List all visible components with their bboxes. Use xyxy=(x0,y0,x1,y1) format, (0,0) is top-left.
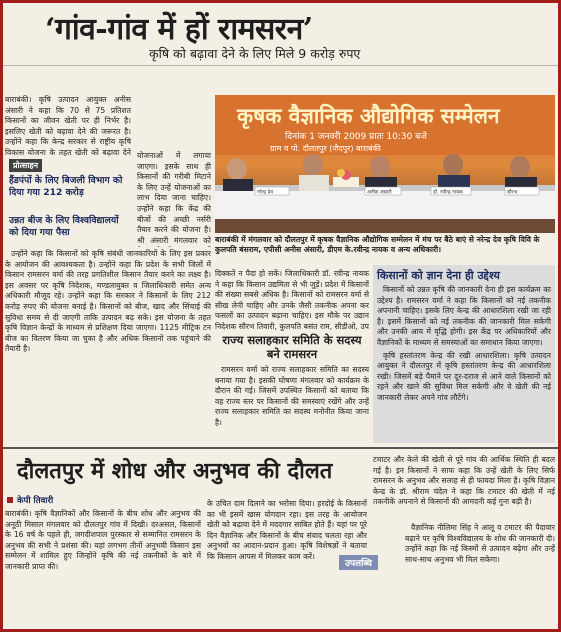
box-story-body xyxy=(377,285,551,441)
story2-byline: केपी तिवारी xyxy=(17,496,54,506)
story1-column-2-text: दिक्कतें न पैदा हो सकें। जिलाधिकारी डॉ. रवीन्द्र नायक ने कहा कि किसान उद्यमिता से भी जुड़ें। प्रदेश में किसानों की संख्या सबसे अधिक है। किसानों को रामसरन वर्मा से सीख लेनी चाहिए और उनके जैसी तकनीक अपना कर फसलों का उत्पादन बढ़ाना चाहिए। इस मौके पर उद्यान निदेशक सौरभ तिवारी, कुलपति बसंत राम, सीडीओ, उप xyxy=(215,269,369,331)
achievement-tag: उपलब्धि xyxy=(339,555,378,570)
story1-column-1-top xyxy=(5,95,131,159)
sidebar-headline-seeds: उन्नत बीज के लिए विश्वविद्यालयों को दिया गया पैसा xyxy=(9,215,119,238)
name-card-3: डॉ. रवीन्द्र नायक xyxy=(433,189,463,196)
banner-text: कृषक वैज्ञानिक औद्योगिक सम्मेलन xyxy=(237,103,500,128)
story1-body-text: उन्होंने कहा कि किसानों को कृषि संबंधी जानकारियों के लिए इस प्रकार के आयोजन की आवश्यकता है। उन्होंने कहा कि प्रदेश के सभी जिलों में किसान रामसरन वर्मा की तरह प्रगतिशील किसान तैयार करने का लक्ष्य है। इस अवसर पर कृषि निदेशक, मण्डलायुक्त व जिलाधिकारी समेत अन्य अधिकारी मौजूद रहे। उन्होंने कहा कि सरकार ने किसानों के लिए 212 करोड़ रुपए की योजना बनाई है। किसानों को बीज, खाद और सिंचाई की सुविधा समय से दी जाएगी ताकि उत्पादन बढ़ सके। इस योजना के तहत कृषि विज्ञान केन्द्रों के माध्यम से प्रशिक्षण दिया जाएगा। 1125 मीट्रिक टन बीज का वितरण किया जा चुका है और अधिक किसानों तक पहुंचाने की तैयारी है। xyxy=(5,249,211,354)
event-photo xyxy=(215,95,555,233)
headline-divider xyxy=(3,65,558,66)
story2-column-3 xyxy=(373,455,555,521)
story1-column-1b xyxy=(137,151,211,247)
story1-headline: ‘गांव-गांव में हों रामसरन’ xyxy=(45,12,313,47)
story1-column-2 xyxy=(215,269,369,331)
name-card-2: अनीस अंसारी xyxy=(367,189,392,196)
banner-date: दिनांक 1 जनवरी 2009 प्रातः 10:30 बजे xyxy=(285,132,427,142)
story1-subhead: कृषि को बढ़ावा देने के लिए मिले 9 करोड़ रुपए xyxy=(149,46,361,61)
name-card-1: नरेन्द्र देव xyxy=(257,189,274,196)
story1-column-2b-text: रामसरन वर्मा को राज्य सलाहकार समिति का सदस्य बनाया गया है। इसकी घोषणा मंगलवार को कार्यक्रम के दौरान की गई। जिसमें उपस्थित किसानों को बताया कि वह राज्य स्तर पर किसानों की समस्याएं रखेंगे और उन्हें राज्य सलाहकार समिति का सदस्य मनोनीत किया जाना है। xyxy=(215,365,369,427)
story2-column-3-text: टमाटर और केले की खेती से पूरे गांव की आर्थिक स्थिति ही बदल गई है। इन किसानों ने साफ कहा कि उन्हें खेती के लिए सिर्फ रामसरन के अनुभव और सलाह से ही फायदा मिला है। कृषि विज्ञान केन्द्र के डॉ. श्रीराम चंदेल ने कहा कि टमाटर की खेती में नई तकनीकें अपनाने से किसानों की आमदनी कई गुना बढ़ी है। xyxy=(373,455,555,507)
story1-subsection-heading xyxy=(217,333,367,361)
story1-column-1c xyxy=(5,249,211,445)
story2-column-3b xyxy=(405,523,555,627)
sidebar-tag: प्रोत्साहन xyxy=(9,159,42,172)
story1-continuation-text: योजनाओं में लगाया जाएगा। इसके साथ ही किसानों की गरीबी मिटाने के लिए उन्हें योजनाओं का लाभ दिया जाना चाहिए। उन्होंने कहा कि केंद्र की बीजों की अच्छी नर्सरी तैयार करने की योजना है। श्री अंसारी मंगलवार को xyxy=(137,151,211,245)
banner-venue: ग्राम व पो. दौलतपुर (जैदपुर) बाराबंकी xyxy=(270,144,381,153)
box-story-text-2: कृषि हस्तांतरण केन्द्र की रखी आधारशिला। कृषि उत्पादन आयुक्त ने दौलतपुर में कृषि हस्तांतरण केन्द्र की आधारशिला रखी। जिसमें बड़े पैमाने पर दूर-दराज से आने वाले किसानों को रहने और खाने की सुविधा मिल सकेगी और वे खेती की नई जानकारी लेकर अपने गांव लौटेंगे। xyxy=(377,350,551,402)
section-divider xyxy=(3,447,558,449)
story2-column-1 xyxy=(5,509,201,627)
box-story-text-1: किसानों को उन्नत कृषि की जानकारी देना ही इस कार्यक्रम का उद्देश्य है। रामसरन वर्मा ने कहा कि किसानों को नई तकनीक अपनानी चाहिए। इसके लिए केन्द्र की आधारशिला रखी जा रही है। इसमें किसानों को नई तकनीक की जानकारी मिल सकेगी और उनकी आय में वृद्धि होगी। इस केंद्र पर अधिकारियों और वैज्ञानिकों के माध्यम से समस्याओं का समाधान किया जाएगा। xyxy=(377,285,551,347)
story1-lead-paragraph: बाराबंकी। कृषि उत्पादन आयुक्त अनीस अंसारी ने कहा कि 70 से 75 प्रतिशत किसानों का जीवन खेती पर ही निर्भर है। इसलिए खेती को बढ़ावा देने की जरूरत है। उन्होंने कहा कि केन्द्र सरकार से राष्ट्रीय कृषि विकास योजना के तहत खेती को बढ़ावा देने xyxy=(5,95,131,157)
story2-column-3b-text: वैज्ञानिक नीलिमा सिंह ने आलू व टमाटर की पैदावार बढ़ाने पर कृषि विश्वविद्यालय के शोध की जानकारी दी। उन्होंने कहा कि नई किस्मों से उत्पादन बढ़ेगा और उन्हें साथ-साथ अनुभव भी मिल सकेगा। xyxy=(405,523,555,564)
sidebar-headline-power: हैंडपंपों के लिए बिजली विभाग को दिया गया 212 करोड़ xyxy=(9,175,123,198)
subsection-heading-text: राज्य सलाहकार समिति के सदस्य बने रामसरन xyxy=(222,333,362,361)
story2-headline: दौलतपुर में शोध और अनुभव की दौलत xyxy=(17,459,333,484)
story2-column-1-text: बाराबंकी। कृषि वैज्ञानिकों और किसानों के बीच शोध और अनुभव की अनूठी मिसाल मंगलवार को दौलतपुर गांव में दिखी। दरअसल, किसानों के 16 वर्ष के पहले ही, जगदीशपाल पुरस्कार से सम्मानित रामसरन के अनुभव की सभी ने प्रशंसा की। यहां लगभग तीनों अनुभवी किसान इस सम्मेलन में शामिल हुए जिन्होंने कृषि की नई तकनीकों के बारे में जानकारी प्राप्त की। xyxy=(5,509,201,571)
story1-column-2b xyxy=(215,365,369,445)
byline-marker xyxy=(7,497,13,503)
event-photo-image xyxy=(215,95,555,233)
story2-column-2-text: के उचित दाम दिलाने का भरोसा दिया। हरदोई के किसानों का भी इसमें खास योगदान रहा। इस तरह के आयोजन खेती को बढ़ावा देने में मददगार साबित होते हैं। यहां पर पूरे दिन वैज्ञानिक और किसानों के बीच संवाद चलता रहा और अनुभवों का आदान-प्रदान हुआ। कृषि विशेषज्ञों ने बताया कि किसान आपस में मिलकर काम करें। xyxy=(207,499,367,561)
name-card-4: सौरभ xyxy=(507,189,518,196)
box-story-headline: किसानों को ज्ञान देना ही उद्देश्य xyxy=(377,269,500,282)
photo-caption: बाराबंकी में मंगलवार को दौलतपुर में कृषक वैज्ञानिक औद्योगिक सम्मेलन में मंच पर बैठे बाएं से नरेन्द्र देव कृषि विवि के कुलपति बंसराम, एपीसी अनीस अंसारी, डीएम के.रवीन्द्र नायक व अन्य अधिकारी। xyxy=(215,235,540,254)
